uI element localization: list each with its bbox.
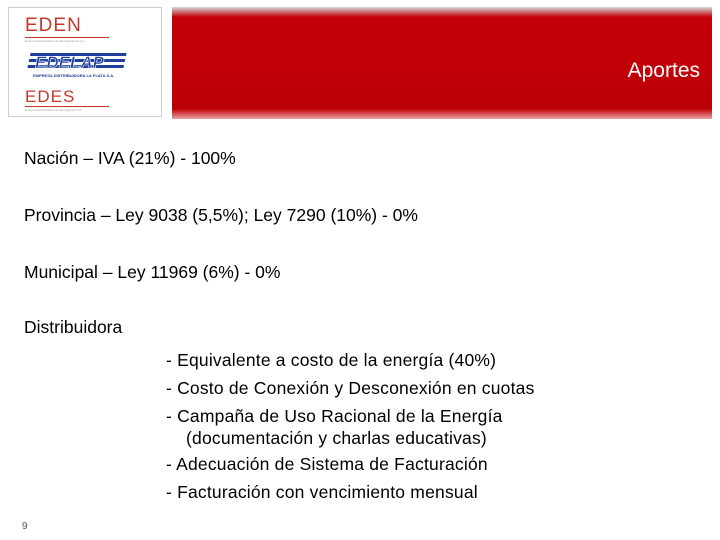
eden-logo-rule (25, 37, 109, 38)
edes-logo (25, 88, 115, 113)
slide-title: Aportes (627, 59, 700, 82)
provincia-line: Provincia – Ley 9038 (5,5%); Ley 7290 (10%) - 0% (24, 205, 418, 225)
header-band (172, 7, 712, 119)
list-item: - Campaña de Uso Racional de la Energía (166, 406, 503, 426)
eden-logo-subtitle: Empresa Distribuidora de Energía Norte S.A. (25, 39, 85, 43)
list-item: - Equivalente a costo de la energía (40%) (166, 350, 497, 370)
edes-logo-word: EDES (25, 87, 76, 106)
eden-logo (25, 16, 115, 44)
list-item-continuation: (documentación y charlas educativas) (186, 428, 487, 448)
distribuidora-heading: Distribuidora (24, 317, 123, 337)
company-logos (8, 7, 162, 117)
nacion-line: Nación – IVA (21%) - 100% (24, 148, 236, 168)
list-item: - Costo de Conexión y Desconexión en cuotas (166, 378, 535, 398)
eden-logo-word: EDEN (25, 15, 82, 36)
edelap-logo (23, 51, 133, 79)
list-item: - Adecuación de Sistema de Facturación (166, 454, 488, 474)
edelap-logo-subtitle: EMPRESA DISTRIBUIDORA LA PLATA S.A. (33, 73, 115, 78)
distribuidora-list (166, 346, 535, 506)
edes-logo-rule (25, 106, 109, 107)
list-item: - Facturación con vencimiento mensual (166, 482, 478, 502)
edelap-logo-word: EDELAP (35, 53, 104, 72)
municipal-line: Municipal – Ley 11969 (6%) - 0% (24, 262, 281, 282)
edes-logo-subtitle: Empresa Distribuidora de Energía Sur S.A. (25, 108, 83, 112)
page-number: 9 (22, 521, 28, 532)
